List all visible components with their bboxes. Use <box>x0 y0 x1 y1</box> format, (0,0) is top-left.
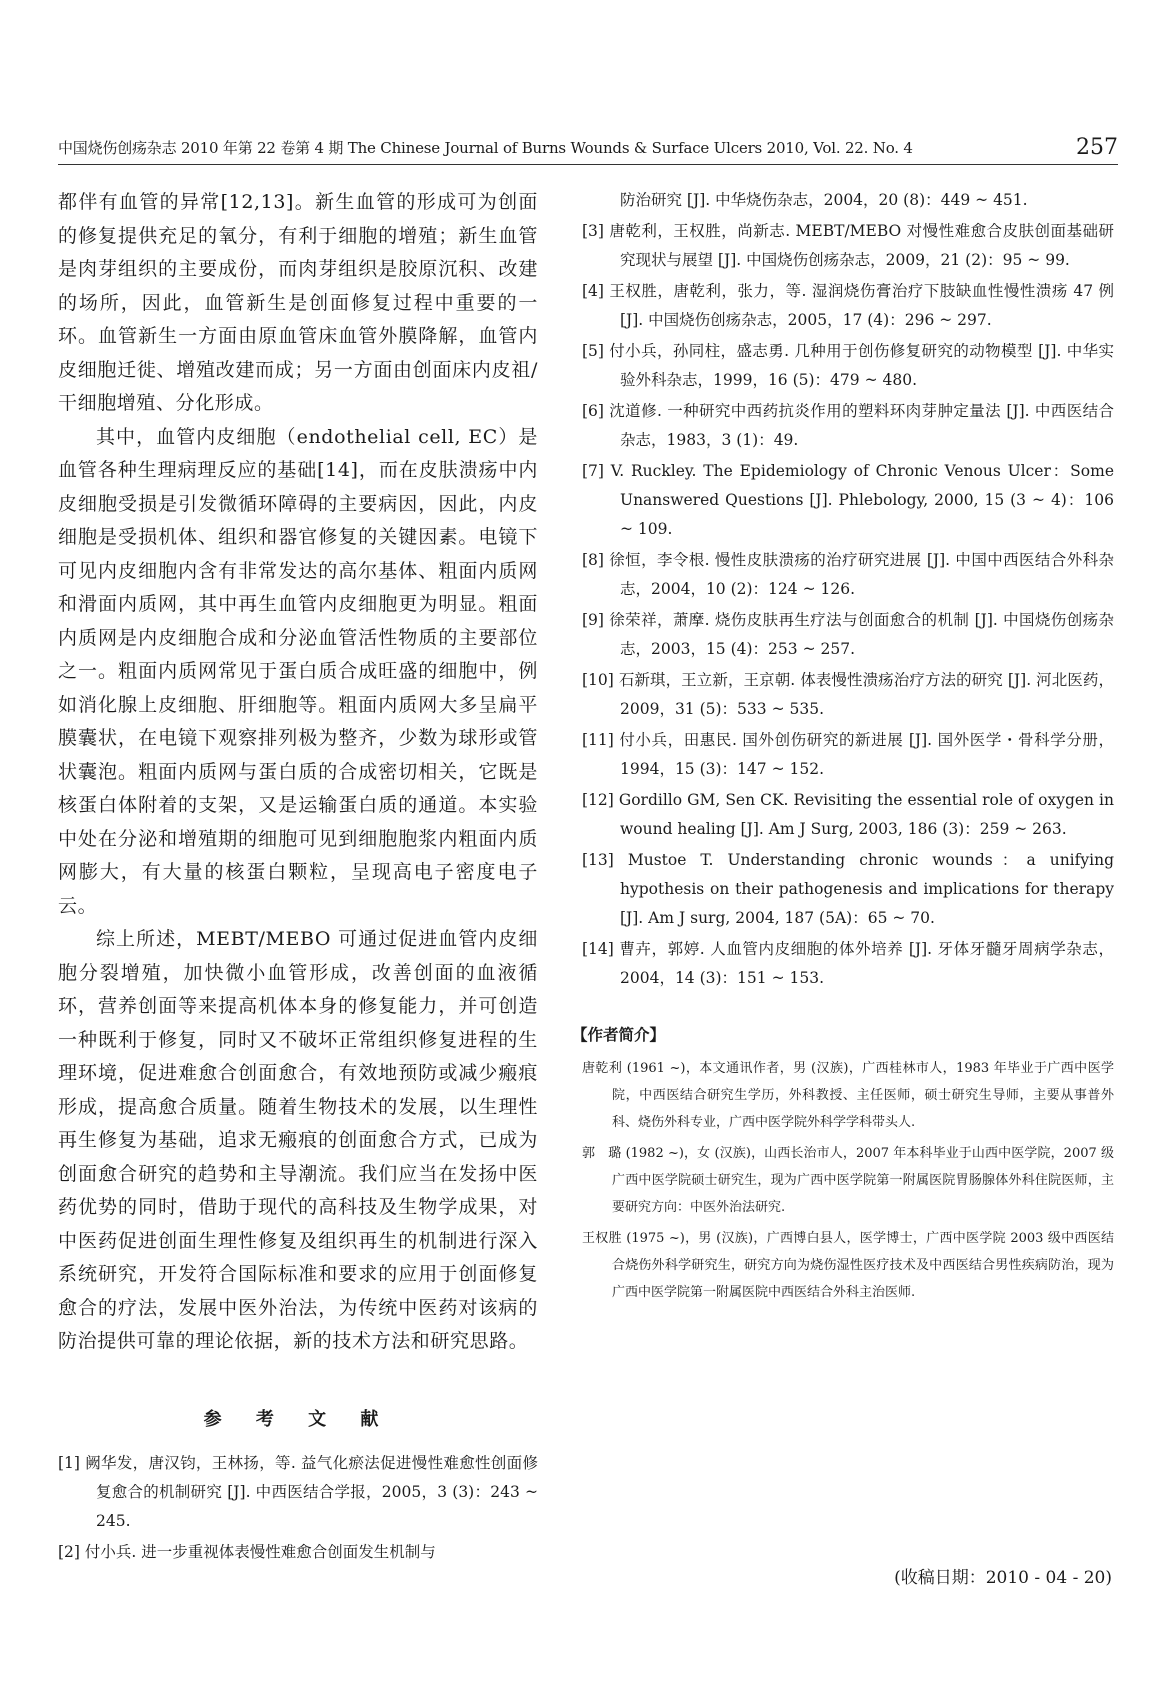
reference-11: [11] 付小兵，田惠民. 国外创伤研究的新进展 [J]. 国外医学・骨科学分册，1994，15 (3)：147 ~ 152. <box>582 731 1114 778</box>
references-title: 参 考 文 献 <box>203 1408 393 1430</box>
author-3: 王权胜 (1975 ~)，男 (汉族)，广西博白县人，医学博士，广西中医学院 2003 级中西医结合烧伤外科学研究生，研究方向为烧伤湿性医疗技术及中西医结合男性疾病防治，现为广西中医学院第一附属医院中西医结合外科主治医师. <box>582 1231 1114 1300</box>
running-header <box>58 124 1118 165</box>
reference-2: [2] 付小兵. 进一步重视体表慢性难愈合创面发生机制与 <box>58 1542 436 1561</box>
paragraph-1: 都伴有血管的异常[12,13]。新生血管的形成可为创面的修复提供充足的氧分，有利于细胞的增殖；新生血管是肉芽组织的主要成份，而肉芽组织是胶原沉积、改建的场所，因此，血管新生是创面修复过程中重要的一环。血管新生一方面由原血管床血管外膜降解，血管内皮细胞迁徙、增殖改建而成；另一方面由创面床内皮祖/干细胞增殖、分化形成。 <box>58 191 538 414</box>
author-1: 唐乾利 (1961 ~)，本文通讯作者，男 (汉族)，广西桂林市人，1983 年毕业于广西中医学院，中西医结合研究生学历，外科教授、主任医师，硕士研究生导师，主要从事普外科、烧伤外科专业，广西中医学院外科学学科带头人. <box>582 1061 1114 1130</box>
right-column <box>572 186 1114 1310</box>
reference-12: [12] Gordillo GM, Sen CK. Revisiting the essential role of oxygen in wound healing [J]. Am J Surg, 2003, 186 (3)：259 ~ 263. <box>582 791 1114 838</box>
reference-10: [10] 石新琪，王立新，王京朝. 体表慢性溃疡治疗方法的研究 [J]. 河北医药，2009，31 (5)：533 ~ 535. <box>582 671 1114 718</box>
reference-8: [8] 徐恒，李令根. 慢性皮肤溃疡的治疗研究进展 [J]. 中国中西医结合外科杂志，2004，10 (2)：124 ~ 126. <box>582 551 1114 598</box>
reference-9: [9] 徐荣祥，萧摩. 烧伤皮肤再生疗法与创面愈合的机制 [J]. 中国烧伤创疡杂志，2003，15 (4)：253 ~ 257. <box>582 611 1114 658</box>
reference-7: [7] V. Ruckley. The Epidemiology of Chronic Venous Ulcer：Some Unanswered Questions [J]. Phlebology, 2000, 15 (3 ~ 4)：106 ~ 109. <box>582 462 1114 538</box>
page-number: 257 <box>1076 135 1118 160</box>
journal-title: 中国烧伤创疡杂志 2010 年第 22 卷第 4 期 The Chinese Journal of Burns Wounds & Surface Ulcers 2010, Vol. 22. No. 4 <box>58 139 913 157</box>
reference-1: [1] 阙华发，唐汉钧，王林扬，等. 益气化瘀法促进慢性难愈性创面修复愈合的机制研究 [J]. 中西医结合学报，2005，3 (3)：243 ~ 245. <box>58 1453 538 1530</box>
paragraph-3: 综上所述，MEBT/MEBO 可通过促进血管内皮细胞分裂增殖，加快微小血管形成，改善创面的血液循环，营养创面等来提高机体本身的修复能力，并可创造一种既利于修复，同时又不破坏正常组织修复进程的生理环境，促进难愈合创面愈合，有效地预防或减少瘢痕形成，提高愈合质量。随着生物技术的发展，以生理性再生修复为基础，追求无瘢痕的创面愈合方式，已成为创面愈合研究的趋势和主导潮流。我们应当在发扬中医药优势的同时，借助于现代的高科技及生物学成果，对中医药促进创面生理性修复及组织再生的机制进行深入系统研究，开发符合国际标准和要求的应用于创面修复愈合的疗法，发展中医外治法，为传统中医药对该病的防治提供可靠的理论依据，新的技术方法和研究思路。 <box>58 928 538 1352</box>
reference-14: [14] 曹卉，郭婷. 人血管内皮细胞的体外培养 [J]. 牙体牙髓牙周病学杂志，2004，14 (3)：151 ~ 153. <box>582 940 1114 987</box>
reference-6: [6] 沈道修. 一种研究中西药抗炎作用的塑料环肉芽肿定量法 [J]. 中西医结合杂志，1983，3 (1)：49. <box>582 402 1114 449</box>
reference-13: [13] Mustoe T. Understanding chronic wounds：a unifying hypothesis on their pathogenesis and implications for therapy [J]. Am J surg, 2004, 187 (5A)：65 ~ 70. <box>582 851 1114 927</box>
author-intro-title: 【作者简介】 <box>572 1025 666 1044</box>
received-date: (收稿日期：2010 - 04 - 20) <box>894 1568 1112 1588</box>
reference-2-continued: 防治研究 [J]. 中华烧伤杂志，2004，20 (8)：449 ~ 451. <box>620 191 1028 209</box>
reference-5: [5] 付小兵，孙同柱，盛志勇. 几种用于创伤修复研究的动物模型 [J]. 中华实验外科杂志，1999，16 (5)：479 ~ 480. <box>582 342 1114 389</box>
author-2: 郭 璐 (1982 ~)，女 (汉族)，山西长治市人，2007 年本科毕业于山西中医学院，2007 级广西中医学院硕士研究生，现为广西中医学院第一附属医院胃肠腺体外科住院医师，主要研究方向：中医外治法研究. <box>582 1146 1114 1215</box>
left-column <box>58 186 538 1569</box>
paragraph-2: 其中，血管内皮细胞（endothelial cell, EC）是血管各种生理病理反应的基础[14]，而在皮肤溃疡中内皮细胞受损是引发微循环障碍的主要病因，因此，内皮细胞是受损机体、组织和器官修复的关键因素。电镜下可见内皮细胞内含有非常发达的高尔基体、粗面内质网和滑面内质网，其中再生血管内皮细胞更为明显。粗面内质网是内皮细胞合成和分泌血管活性物质的主要部位之一。粗面内质网常见于蛋白质合成旺盛的细胞中，例如消化腺上皮细胞、肝细胞等。粗面内质网大多呈扁平膜囊状，在电镜下观察排列极为整齐，少数为球形或管状囊泡。粗面内质网与蛋白质的合成密切相关，它既是核蛋白体附着的支架，又是运输蛋白质的通道。本实验中处在分泌和增殖期的细胞可见到细胞胞浆内粗面内质网膨大，有大量的核蛋白颗粒，呈现高电子密度电子云。 <box>58 425 538 917</box>
reference-4: [4] 王权胜，唐乾利，张力，等. 湿润烧伤膏治疗下肢缺血性慢性溃疡 47 例 [J]. 中国烧伤创疡杂志，2005，17 (4)：296 ~ 297. <box>582 282 1114 329</box>
reference-3: [3] 唐乾利，王权胜，尚新志. MEBT/MEBO 对慢性难愈合皮肤创面基础研究现状与展望 [J]. 中国烧伤创疡杂志，2009，21 (2)：95 ~ 99. <box>582 222 1114 269</box>
